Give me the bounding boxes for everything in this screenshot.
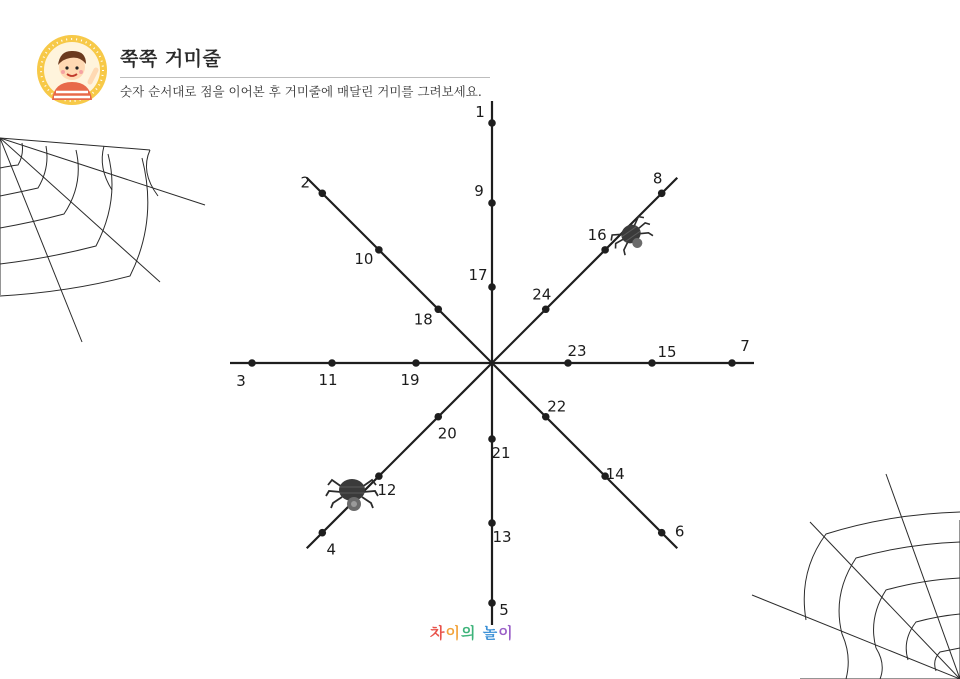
dot-7[interactable]: [728, 359, 736, 367]
dot-20[interactable]: [434, 413, 442, 421]
dot-16[interactable]: [601, 246, 609, 254]
dot-9[interactable]: [488, 199, 496, 207]
dot-number-label: 12: [377, 481, 397, 500]
dot-12[interactable]: [375, 472, 383, 480]
dot-number-label: 10: [354, 249, 374, 268]
dot-number-label: 18: [413, 310, 433, 329]
cobweb-icon: [0, 138, 205, 342]
cobweb-icon: [752, 474, 960, 679]
dot-number-label: 1: [475, 103, 485, 121]
dot-number-label: 24: [532, 285, 552, 304]
dot-number-label: 14: [605, 465, 625, 484]
dot-23[interactable]: [564, 359, 572, 367]
dot-number-label: 6: [674, 522, 685, 541]
dot-number-label: 3: [236, 372, 246, 390]
dot-number-label: 8: [652, 169, 663, 188]
spider-icon: [608, 214, 657, 259]
dot-number-label: 2: [300, 173, 311, 192]
dot-15[interactable]: [648, 359, 656, 367]
dot-number-label: 21: [491, 444, 511, 462]
dot-number-label: 4: [326, 540, 337, 559]
dot-number-label: 13: [492, 528, 512, 546]
dot-number-label: 15: [657, 343, 677, 361]
dot-2[interactable]: [318, 189, 326, 197]
dot-21[interactable]: [488, 435, 496, 443]
dot-number-label: 16: [587, 225, 607, 244]
dot-number-label: 17: [468, 266, 488, 284]
dot-6[interactable]: [658, 529, 666, 537]
dot-3[interactable]: [248, 359, 256, 367]
page-title: 쭉쭉 거미줄: [120, 48, 222, 70]
dot-number-label: 20: [437, 424, 457, 443]
dot-number-label: 7: [740, 337, 750, 355]
dot-19[interactable]: [412, 359, 420, 367]
dot-number-label: 22: [547, 397, 567, 416]
dot-10[interactable]: [375, 246, 383, 254]
dot-number-label: 23: [567, 342, 587, 360]
dot-4[interactable]: [318, 529, 326, 537]
dot-8[interactable]: [658, 189, 666, 197]
dot-24[interactable]: [542, 305, 550, 313]
dot-18[interactable]: [434, 305, 442, 313]
dot-number-label: 19: [400, 371, 420, 389]
dot-1[interactable]: [488, 119, 496, 127]
dot-number-label: 11: [318, 371, 338, 389]
dot-number-label: 9: [474, 182, 484, 200]
dot-11[interactable]: [328, 359, 336, 367]
dot-5[interactable]: [488, 599, 496, 607]
dot-17[interactable]: [488, 283, 496, 291]
brand-logo: 차이의 놀이: [430, 624, 514, 642]
dot-13[interactable]: [488, 519, 496, 527]
instruction-text: 숫자 순서대로 점을 이어본 후 거미줄에 매달린 거미를 그려보세요.: [120, 84, 482, 99]
dot-number-label: 5: [499, 601, 509, 619]
